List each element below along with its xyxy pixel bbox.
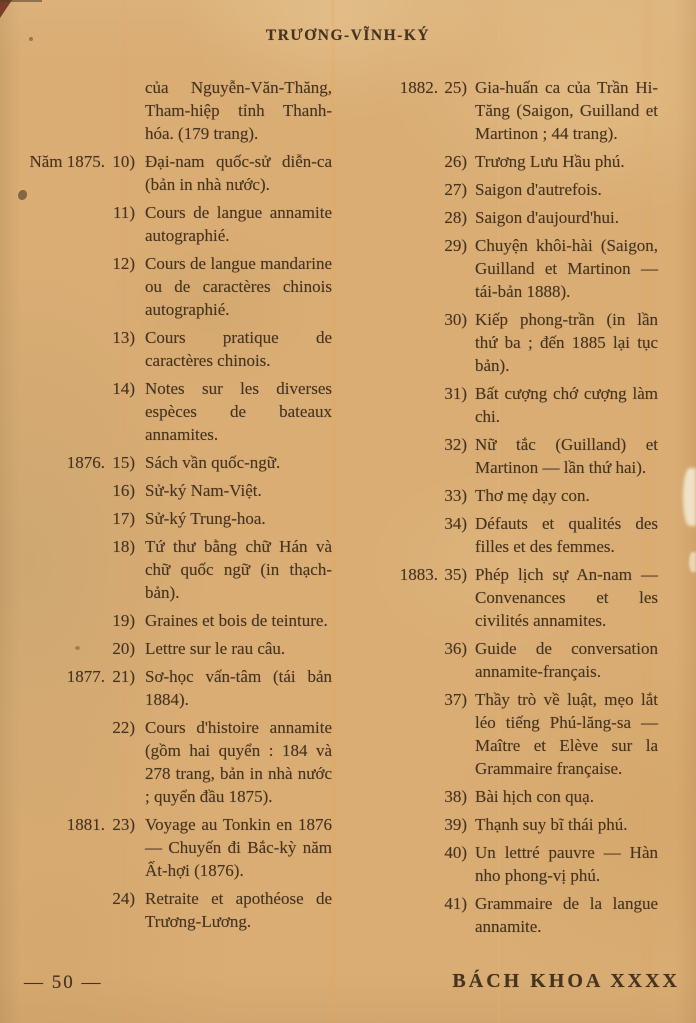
entry-text: Sơ-học vấn-tâm (tái bản 1884).	[145, 667, 332, 709]
bibliography-entry	[392, 813, 658, 836]
entry-year	[20, 716, 105, 808]
entry-text: Sách vần quốc-ngữ.	[145, 453, 281, 472]
entry-text: Cours de langue mandarine ou de caractères chinois autographié.	[145, 254, 332, 319]
entry-text: Cours pratique de caractères chinois.	[145, 328, 332, 370]
bibliography-entry	[20, 609, 332, 632]
entry-text: Bài hịch con quạ.	[475, 787, 594, 806]
entry-number: 19)	[112, 611, 135, 630]
entry-text: Đại-nam quốc-sử diễn-ca (bản in nhà nước).	[145, 152, 332, 194]
entry-year	[20, 76, 105, 145]
bibliography-entry	[392, 178, 658, 201]
entry-number	[105, 76, 135, 145]
entry-text: Sử-ký Trung-hoa.	[145, 509, 266, 528]
entry-number: 18)	[112, 537, 135, 556]
entry-number: 33)	[444, 486, 467, 505]
paper-tear-mark	[689, 552, 696, 572]
entry-text: Retraite et apothéose de Trương-Lương.	[145, 889, 332, 931]
bibliography-entry	[392, 785, 658, 808]
entry-year: 1876.	[66, 453, 105, 472]
entry-number: 15)	[112, 453, 135, 472]
bibliography-column-right	[392, 76, 658, 943]
bibliography-entry	[392, 234, 658, 303]
entry-number: 40)	[444, 843, 467, 862]
entry-number: 17)	[112, 509, 135, 528]
entry-number: 36)	[444, 639, 467, 658]
entry-text: Thạnh suy bĩ thái phú.	[475, 815, 628, 834]
bibliography-entry	[20, 665, 332, 711]
entry-number: 38)	[444, 787, 467, 806]
bibliography-entry	[20, 887, 332, 933]
bibliography-entry	[392, 206, 658, 229]
entry-year	[392, 813, 438, 836]
bibliography-entry	[392, 892, 658, 938]
entry-number: 39)	[444, 815, 467, 834]
bibliography-entry	[392, 308, 658, 377]
bibliography-entry	[20, 201, 332, 247]
entry-text: Voyage au Tonkin en 1876 — Chuyến đi Bắc-kỳ năm Ất-hợi (1876).	[145, 815, 332, 880]
bibliography-entry	[20, 535, 332, 604]
paper-tear-mark	[683, 468, 696, 526]
entry-year	[392, 178, 438, 201]
entry-number: 24)	[112, 889, 135, 908]
entry-year	[392, 382, 438, 428]
entry-number: 25)	[444, 78, 467, 97]
entry-number: 34)	[444, 514, 467, 533]
paper-fold-line	[332, 0, 334, 1023]
entry-year	[392, 892, 438, 938]
entry-year: 1883.	[399, 565, 438, 584]
entry-text: của Nguyễn-Văn-Thăng, Tham-hiệp tỉnh Thanh-hóa. (179 trang).	[145, 78, 332, 143]
issue-label: BÁCH KHOA XXXX	[452, 970, 680, 992]
bibliography-entry	[20, 252, 332, 321]
entry-year	[20, 479, 105, 502]
entry-number: 11)	[112, 203, 135, 222]
entry-year	[20, 326, 105, 372]
entry-text: Sử-ký Nam-Việt.	[145, 481, 262, 500]
entry-number: 30)	[444, 310, 467, 329]
entry-text: Un lettré pauvre — Hàn nho phong-vị phú.	[475, 843, 658, 885]
entry-text: Gia-huấn ca của Trần Hi-Tăng (Saigon, Guilland et Martinon ; 44 trang).	[475, 78, 658, 143]
entry-year	[392, 234, 438, 303]
entry-number: 29)	[444, 236, 467, 255]
bibliography-entry	[20, 637, 332, 660]
entry-number: 37)	[444, 690, 467, 709]
scan-edge-line	[0, 0, 42, 2]
running-title: TRƯƠNG-VĨNH-KÝ	[265, 27, 431, 44]
bibliography-entry	[20, 377, 332, 446]
entry-text: Cours d'histoire annamite (gồm hai quyển : 184 và 278 trang, bản in nhà nước ; quyển đầu 1875).	[145, 718, 332, 806]
bibliography-entry	[392, 688, 658, 780]
entry-number: 31)	[444, 384, 467, 403]
entry-year	[392, 484, 438, 507]
entry-year	[392, 637, 438, 683]
bibliography-entry	[20, 813, 332, 882]
entry-year: 1877.	[66, 667, 105, 686]
entry-text: Nữ tắc (Guilland) et Martinon — lần thứ hai).	[475, 435, 658, 477]
entry-number: 20)	[112, 639, 135, 658]
bibliography-entry	[392, 484, 658, 507]
entry-year: Năm 1875.	[29, 152, 105, 171]
bibliography-entry	[20, 150, 332, 196]
bibliography-entry	[392, 382, 658, 428]
entry-number: 10)	[112, 152, 135, 171]
entry-number: 16)	[112, 481, 135, 500]
bibliography-entry	[20, 76, 332, 145]
entry-year	[392, 688, 438, 780]
entry-year	[20, 507, 105, 530]
entry-number: 32)	[444, 435, 467, 454]
entry-number: 21)	[112, 667, 135, 686]
bibliography-entry	[392, 433, 658, 479]
bibliography-column-left	[20, 76, 332, 938]
page-number: — 50 —	[24, 972, 103, 993]
entry-text: Défauts et qualités des filles et des femmes.	[475, 514, 658, 556]
entry-text: Saigon d'autrefois.	[475, 180, 602, 199]
entry-year	[392, 206, 438, 229]
entry-number: 28)	[444, 208, 467, 227]
entry-text: Bất cượng chớ cượng làm chi.	[475, 384, 658, 426]
entry-text: Thầy trò về luật, mẹo lắt léo tiếng Phú-lăng-sa — Maître et Elève sur la Grammaire française.	[475, 690, 658, 778]
entry-text: Chuyện khôi-hài (Saigon, Guilland et Martinon — tái-bản 1888).	[475, 236, 658, 301]
entry-number: 14)	[112, 379, 135, 398]
entry-year	[392, 785, 438, 808]
entry-text: Cours de langue annamite autographié.	[145, 203, 332, 245]
entry-number: 27)	[444, 180, 467, 199]
entry-number: 26)	[444, 152, 467, 171]
entry-number: 35)	[444, 565, 467, 584]
bibliography-entry	[392, 76, 658, 145]
entry-text: Graines et bois de teinture.	[145, 611, 328, 630]
bibliography-entry	[392, 841, 658, 887]
entry-year	[20, 252, 105, 321]
entry-text: Lettre sur le rau câu.	[145, 639, 286, 658]
entry-text: Phép lịch sự An-nam — Convenances et les civilités annamites.	[475, 565, 658, 630]
bibliography-entry	[392, 150, 658, 173]
entry-number: 22)	[112, 718, 135, 737]
entry-year	[20, 637, 105, 660]
entry-year	[392, 308, 438, 377]
entry-text: Notes sur les diverses espèces de bateaux annamites.	[145, 379, 332, 444]
entry-year	[20, 201, 105, 247]
entry-year	[392, 433, 438, 479]
entry-year	[20, 609, 105, 632]
entry-number: 41)	[444, 894, 467, 913]
corner-shadow	[0, 0, 12, 18]
bibliography-entry	[20, 716, 332, 808]
entry-year	[20, 535, 105, 604]
bibliography-entry	[20, 479, 332, 502]
entry-year: 1882.	[399, 78, 438, 97]
entry-year	[392, 512, 438, 558]
entry-text: Trương Lưu Hầu phú.	[475, 152, 625, 171]
entry-text: Kiếp phong-trần (in lần thứ ba ; đến 1885 lại tục bản).	[475, 310, 658, 375]
entry-number: 13)	[112, 328, 135, 347]
entry-text: Tứ thư bằng chữ Hán và chữ quốc ngữ (in thạch-bản).	[145, 537, 332, 602]
entry-number: 23)	[112, 815, 135, 834]
bibliography-entry	[392, 637, 658, 683]
bibliography-entry	[392, 563, 658, 632]
bibliography-entry	[20, 451, 332, 474]
entry-year	[392, 841, 438, 887]
entry-year	[20, 887, 105, 933]
entry-year	[392, 150, 438, 173]
bibliography-entry	[20, 326, 332, 372]
entry-text: Saigon d'aujourd'hui.	[475, 208, 620, 227]
entry-text: Guide de conversation annamite-français.	[475, 639, 658, 681]
entry-year: 1881.	[66, 815, 105, 834]
bibliography-entry	[392, 512, 658, 558]
entry-year	[20, 377, 105, 446]
entry-number: 12)	[112, 254, 135, 273]
bibliography-entry	[20, 507, 332, 530]
entry-text: Grammaire de la langue annamite.	[475, 894, 658, 936]
entry-text: Thơ mẹ dạy con.	[475, 486, 590, 505]
